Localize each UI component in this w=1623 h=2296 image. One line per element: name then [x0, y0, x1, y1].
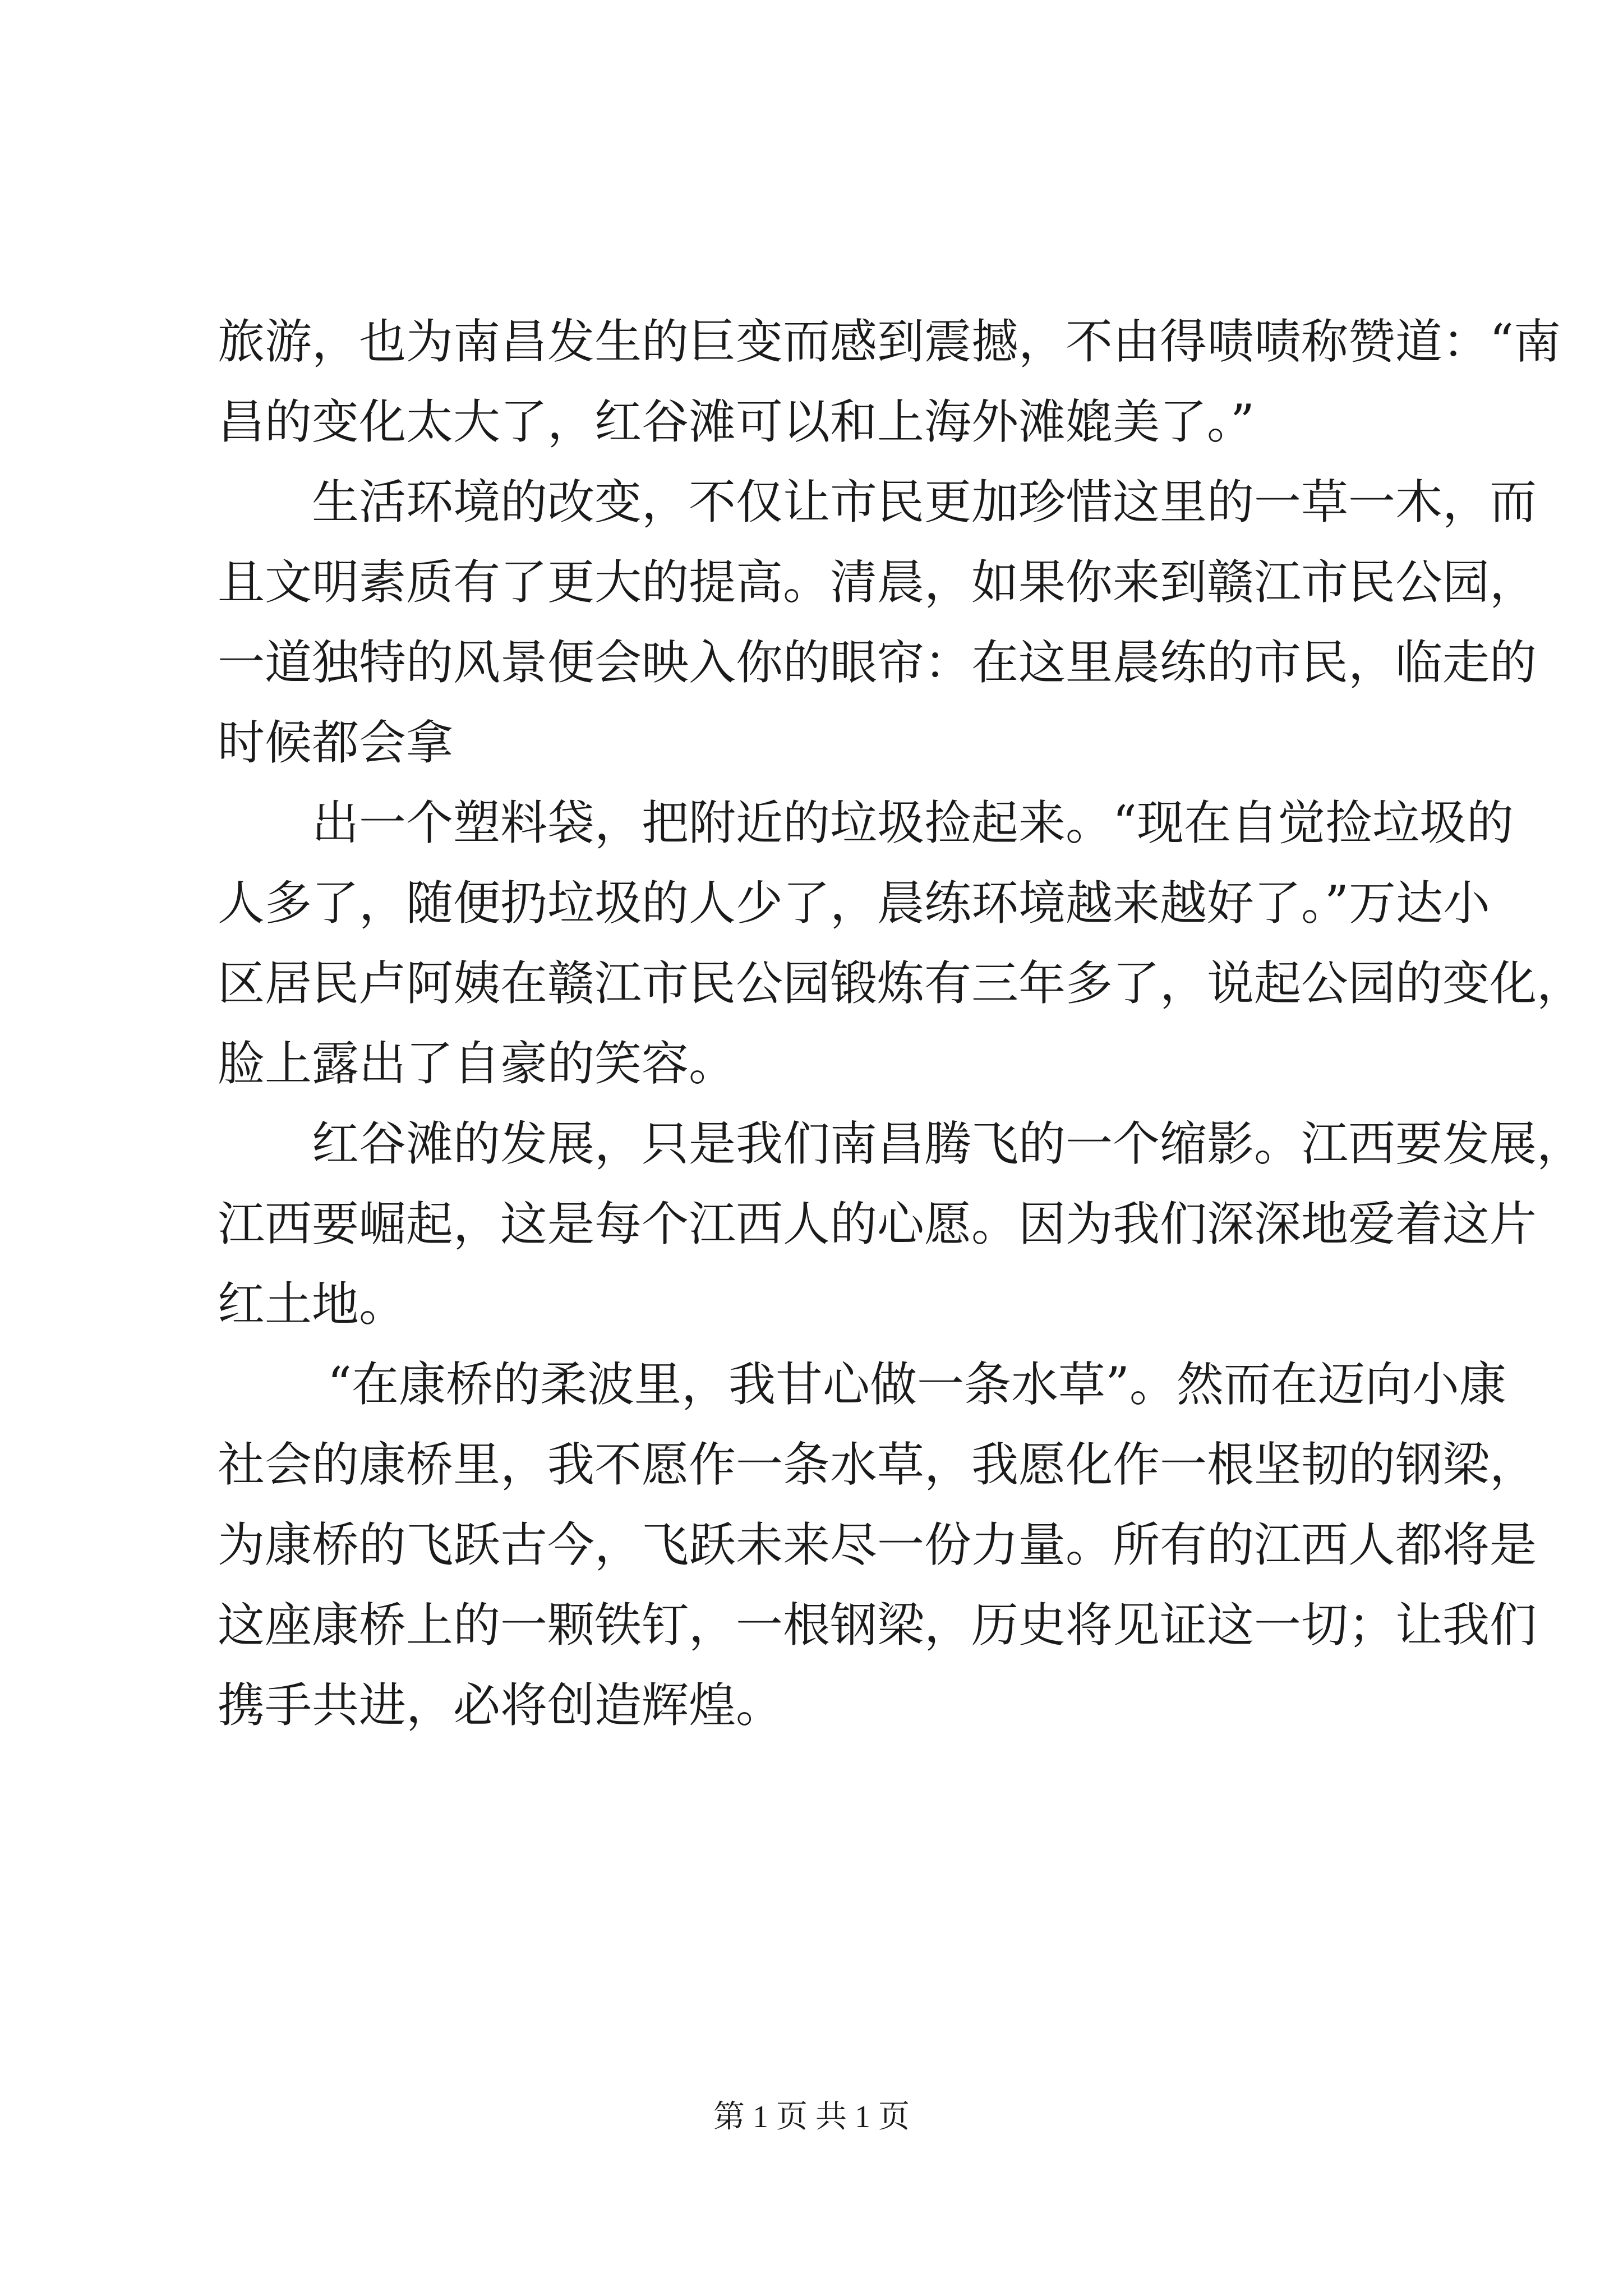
text-line: 红土地。 — [218, 1277, 407, 1332]
paragraph-first-line: 出一个塑料袋，把附近的垃圾捡起来。“现在自觉捡垃圾的 — [312, 795, 1514, 850]
text-line: 社会的康桥里，我不愿作一条水草，我愿化作一根坚韧的钢梁， — [218, 1437, 1537, 1492]
text-line: 人多了，随便扔垃圾的人少了，晨练环境越来越好了。”万达小 — [218, 876, 1490, 931]
text-line: 旅游，也为南昌发生的巨变而感到震撼，不由得啧啧称赞道：“南 — [218, 314, 1561, 369]
text-line: 为康桥的飞跃古今，飞跃未来尽一份力量。所有的江西人都将是 — [218, 1517, 1537, 1572]
text-line: 脸上露出了自豪的笑容。 — [218, 1036, 736, 1091]
paragraph-first-line: “在康桥的柔波里，我甘心做一条水草”。然而在迈向小康 — [328, 1357, 1506, 1412]
text-line: 江西要崛起，这是每个江西人的心愿。因为我们深深地爱着这片 — [218, 1197, 1537, 1251]
document-body — [218, 302, 1584, 1746]
text-line: 且文明素质有了更大的提高。清晨，如果你来到赣江市民公园， — [218, 555, 1537, 610]
page-number-footer: 第 1 页 共 1 页 — [713, 2100, 910, 2134]
paragraph-first-line: 红谷滩的发展，只是我们南昌腾飞的一个缩影。江西要发展， — [312, 1116, 1584, 1171]
text-line: 昌的变化太大了，红谷滩可以和上海外滩媲美了。” — [218, 394, 1255, 449]
text-line: 携手共进，必将创造辉煌。 — [218, 1678, 783, 1733]
text-line: 时候都会拿 — [218, 715, 454, 770]
text-line: 一道独特的风景便会映入你的眼帘：在这里晨练的市民，临走的 — [218, 635, 1537, 690]
text-line: 这座康桥上的一颗铁钉，一根钢梁，历史将见证这一切；让我们 — [218, 1598, 1537, 1653]
text-line: 区居民卢阿姨在赣江市民公园锻炼有三年多了，说起公园的变化， — [218, 956, 1584, 1011]
paragraph-first-line: 生活环境的改变，不仅让市民更加珍惜这里的一草一木，而 — [312, 475, 1537, 530]
